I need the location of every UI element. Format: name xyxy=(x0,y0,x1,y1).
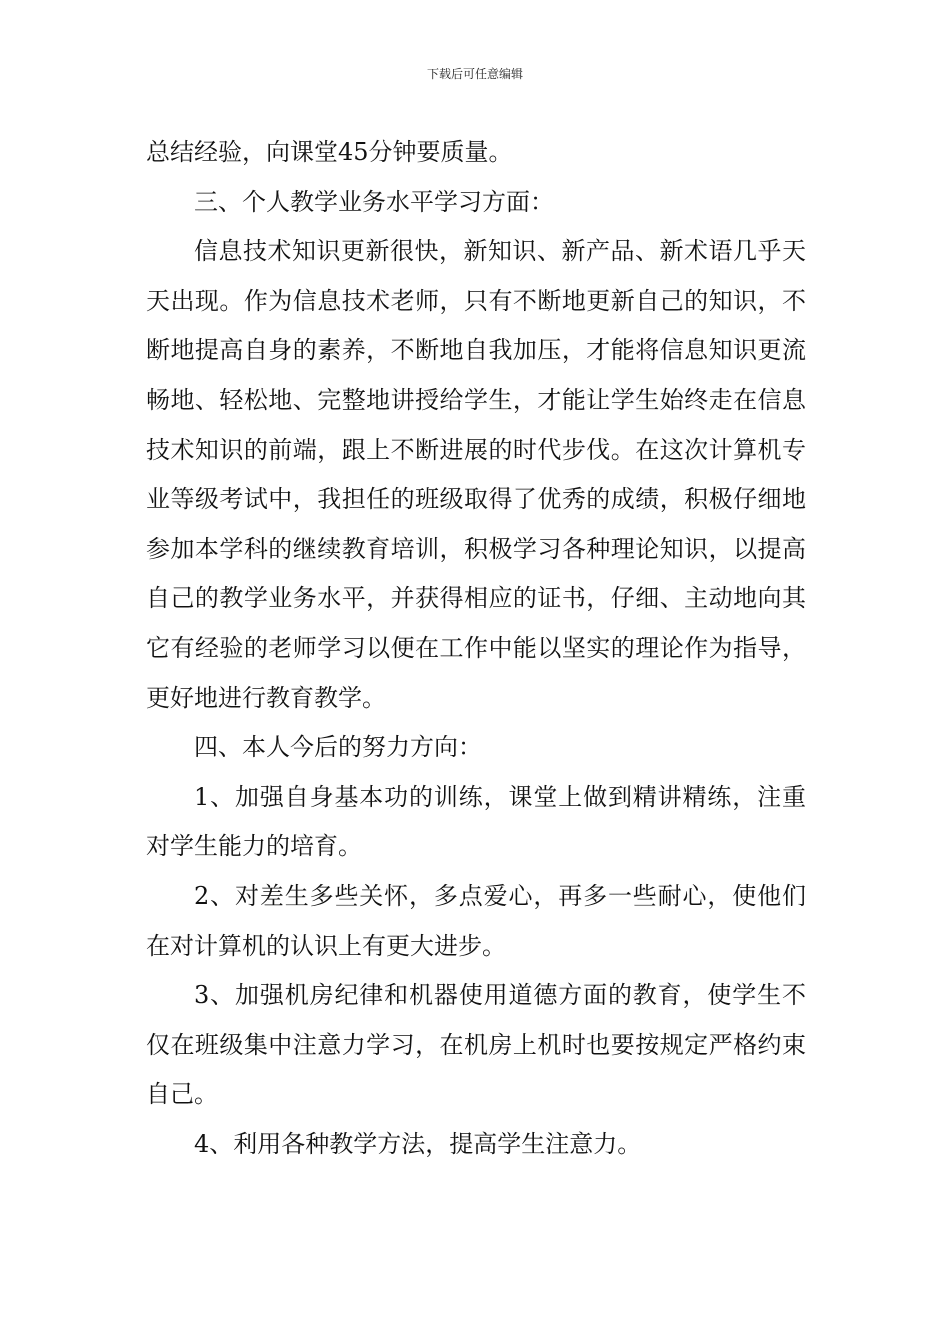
list-item-1: 1、加强自身基本功的训练，课堂上做到精讲精练，注重对学生能力的培育。 xyxy=(146,782,806,861)
section-heading-4: 四、本人今后的努力方向： xyxy=(194,733,482,762)
document-body xyxy=(146,128,806,1169)
page-header: 下载后可任意编辑 xyxy=(426,67,523,81)
list-item-2: 2、对差生多些关怀，多点爱心，再多一些耐心，使他们在对计算机的认识上有更大进步。 xyxy=(146,881,806,960)
paragraph-info-tech: 信息技术知识更新很快，新知识、新产品、新术语几乎天天出现。作为信息技术老师，只有不断地更新自己的知识，不断地提高自身的素养，不断地自我加压，才能将信息知识更流畅地、轻松地、完整地讲授给学生，才能让学生始终走在信息技术知识的前端，跟上不断进展的时代步伐。在这次计算机专业等级考试中，我担任的班级取得了优秀的成绩，积极仔细地参加本学科的继续教育培训，积极学习各种理论知识，以提高自己的教学业务水平，并获得相应的证书，仔细、主动地向其它有经验的老师学习以便在工作中能以坚实的理论作为指导，更好地进行教育教学。 xyxy=(146,237,806,712)
list-item-4: 4、利用各种教学方法，提高学生注意力。 xyxy=(194,1129,642,1158)
list-item-3: 3、加强机房纪律和机器使用道德方面的教育，使学生不仅在班级集中注意力学习，在机房上机时也要按规定严格约束自己。 xyxy=(146,981,806,1109)
section-heading-3: 三、个人教学业务水平学习方面： xyxy=(194,187,554,216)
paragraph-1: 总结经验，向课堂45分钟要质量。 xyxy=(146,138,513,166)
